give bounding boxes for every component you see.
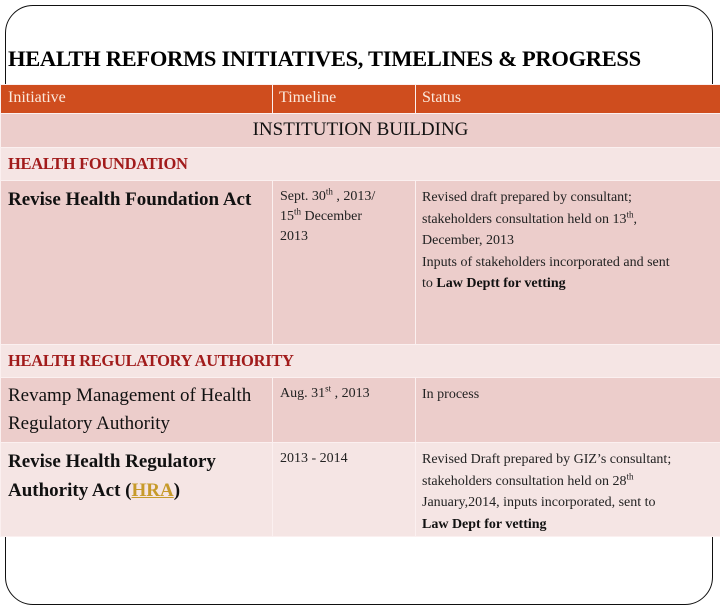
table-row (1, 443, 720, 537)
ordinal-suffix: th (294, 206, 301, 216)
status-text: Inputs of stakeholders incorporated and sent (422, 255, 670, 270)
initiative-text: ) (174, 480, 180, 501)
group-title-health-foundation: HEALTH FOUNDATION (1, 148, 720, 181)
column-header-initiative: Initiative (1, 85, 273, 114)
status-text: January,2014, inputs incorporated, sent to (422, 495, 656, 510)
initiative-text: Revamp Management of Health Regulatory Authority (8, 385, 251, 434)
ordinal-suffix: th (627, 471, 634, 481)
status-emphasis: Law Dept for vetting (422, 517, 547, 532)
table-row (1, 181, 720, 345)
initiative-cell (1, 181, 273, 345)
column-header-timeline: Timeline (273, 85, 416, 114)
status-text: Revised draft prepared by consultant; (422, 190, 632, 205)
timeline-text: Sept. 30 (280, 189, 326, 204)
reforms-table (0, 84, 720, 537)
status-text: stakeholders consultation held on 28 (422, 474, 627, 489)
status-text: In process (422, 387, 479, 402)
timeline-text: Aug. 31 (280, 386, 325, 401)
status-cell (416, 443, 720, 537)
page-title: HEALTH REFORMS INITIATIVES, TIMELINES & PROGRESS (8, 46, 641, 72)
group-row (1, 148, 720, 181)
section-row (1, 114, 720, 148)
hra-link[interactable]: HRA (131, 480, 173, 501)
table-header-row (1, 85, 720, 114)
ordinal-suffix: th (326, 186, 333, 196)
timeline-cell (273, 378, 416, 443)
status-text: December, 2013 (422, 233, 514, 248)
timeline-text: December (301, 209, 362, 224)
initiative-cell (1, 378, 273, 443)
status-text: , (634, 212, 638, 227)
group-row (1, 345, 720, 378)
timeline-cell (273, 181, 416, 345)
timeline-text: , 2013/ (333, 189, 375, 204)
status-text: stakeholders consultation held on 13 (422, 212, 627, 227)
initiative-text: Revise Health Foundation Act (8, 189, 251, 210)
section-title: INSTITUTION BUILDING (1, 114, 720, 148)
status-cell (416, 181, 720, 345)
ordinal-suffix: th (627, 209, 634, 219)
timeline-text: , 2013 (331, 386, 370, 401)
ordinal-suffix: st (325, 383, 331, 393)
timeline-text: 15 (280, 209, 294, 224)
timeline-text: 2013 (280, 229, 308, 244)
initiative-text: Revise Health Regulatory Authority Act ( (8, 451, 216, 501)
status-cell (416, 378, 720, 443)
timeline-text: 2013 - 2014 (280, 451, 348, 466)
initiative-cell (1, 443, 273, 537)
status-emphasis: Law Deptt for vetting (436, 276, 565, 291)
table-row (1, 378, 720, 443)
timeline-cell (273, 443, 416, 537)
status-text: to (422, 276, 436, 291)
column-header-status: Status (416, 85, 720, 114)
status-text: Revised Draft prepared by GIZ’s consultant; (422, 452, 671, 467)
group-title-health-regulatory-authority: HEALTH REGULATORY AUTHORITY (1, 345, 720, 378)
